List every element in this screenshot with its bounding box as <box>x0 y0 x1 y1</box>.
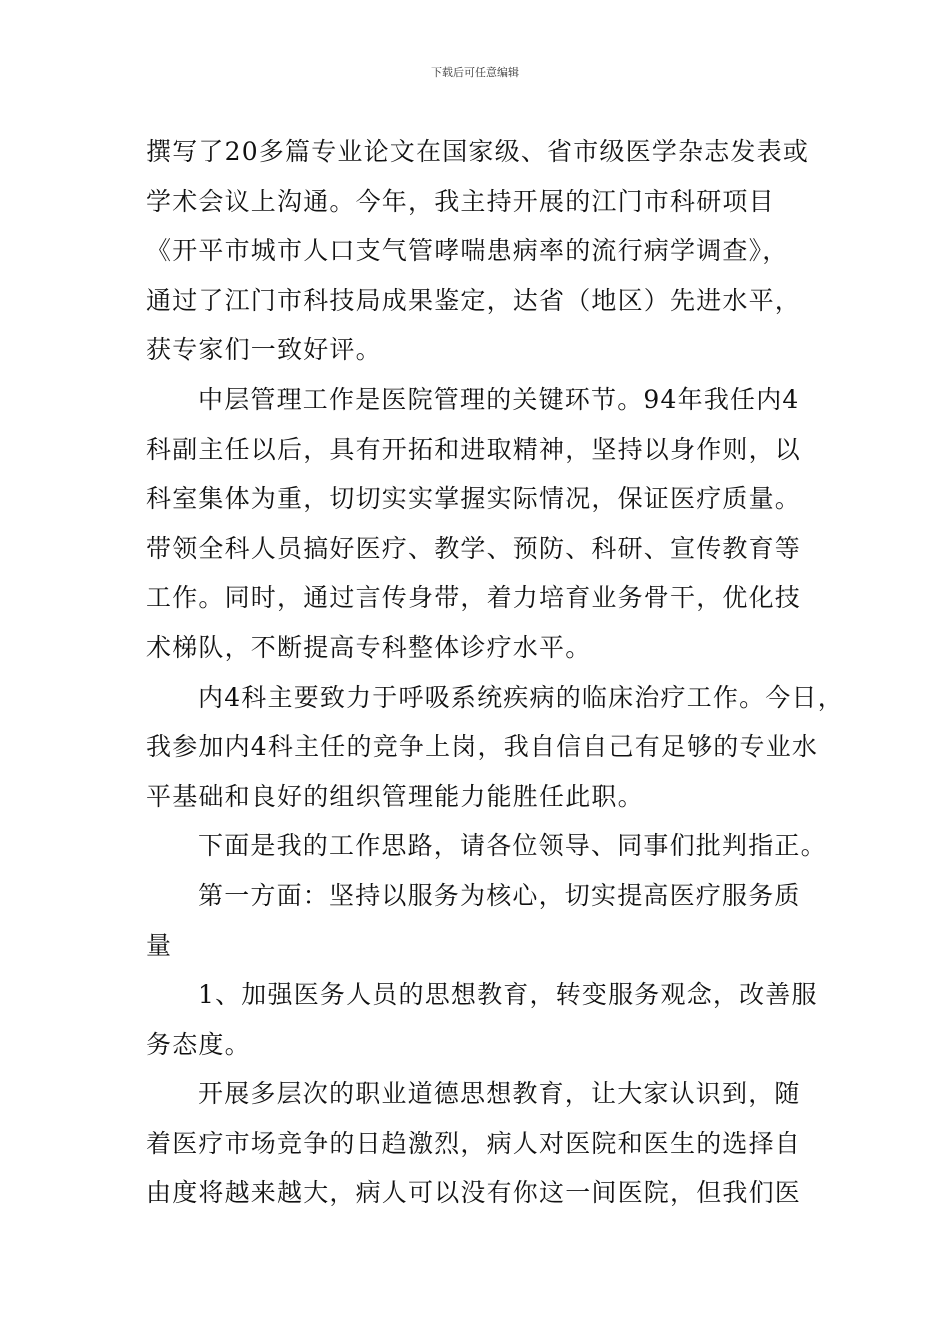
text-line: 下面是我的工作思路，请各位领导、同事们批判指正。 <box>198 831 827 861</box>
text-line: 带领全科人员搞好医疗、教学、预防、科研、宣传教育等 <box>146 533 802 563</box>
text-line: 中层管理工作是医院管理的关键环节。94年我任内4 <box>198 384 800 414</box>
text-line: 术梯队，不断提高专科整体诊疗水平。 <box>146 632 592 662</box>
text-line: 开展多层次的职业道德思想教育，让大家认识到，随 <box>198 1079 801 1109</box>
text-line: 科室集体为重，切切实实掌握实际情况，保证医疗质量。 <box>146 484 802 514</box>
text-line: 第一方面：坚持以服务为核心，切实提高医疗服务质 <box>198 880 801 910</box>
text-line: 获专家们一致好评。 <box>146 335 382 365</box>
text-line: 1、加强医务人员的思想教育，转变服务观念，改善服 <box>198 980 818 1010</box>
text-line: 内4科主要致力于呼吸系统疾病的临床治疗工作。今日， <box>198 682 844 712</box>
document-body <box>146 129 844 1220</box>
text-line: 撰写了20多篇专业论文在国家级、省市级医学杂志发表或 <box>146 137 810 166</box>
text-line: 通过了江门市科技局成果鉴定，达省（地区）先进水平， <box>146 285 802 315</box>
text-line: 科副主任以后，具有开拓和进取精神，坚持以身作则，以 <box>146 434 802 464</box>
text-line: 工作。同时，通过言传身带，着力培育业务骨干，优化技 <box>146 583 802 613</box>
text-line: 学术会议上沟通。今年，我主持开展的江门市科研项目 <box>146 186 775 216</box>
text-line: 平基础和良好的组织管理能力能胜任此职。 <box>146 781 644 811</box>
text-line: 着医疗市场竞争的日趋激烈，病人对医院和医生的选择自 <box>146 1128 802 1158</box>
text-line: 我参加内4科主任的竞争上岗，我自信自己有足够的专业水 <box>146 732 819 762</box>
page-header: 下载后可任意编辑 <box>431 66 519 79</box>
text-line: 量 <box>146 930 173 960</box>
text-line: 由度将越来越大，病人可以没有你这一间医院，但我们医 <box>146 1178 802 1208</box>
text-line: 务态度。 <box>146 1029 251 1059</box>
text-line: 《开平市城市人口支气管哮喘患病率的流行病学调查》， <box>146 236 789 266</box>
